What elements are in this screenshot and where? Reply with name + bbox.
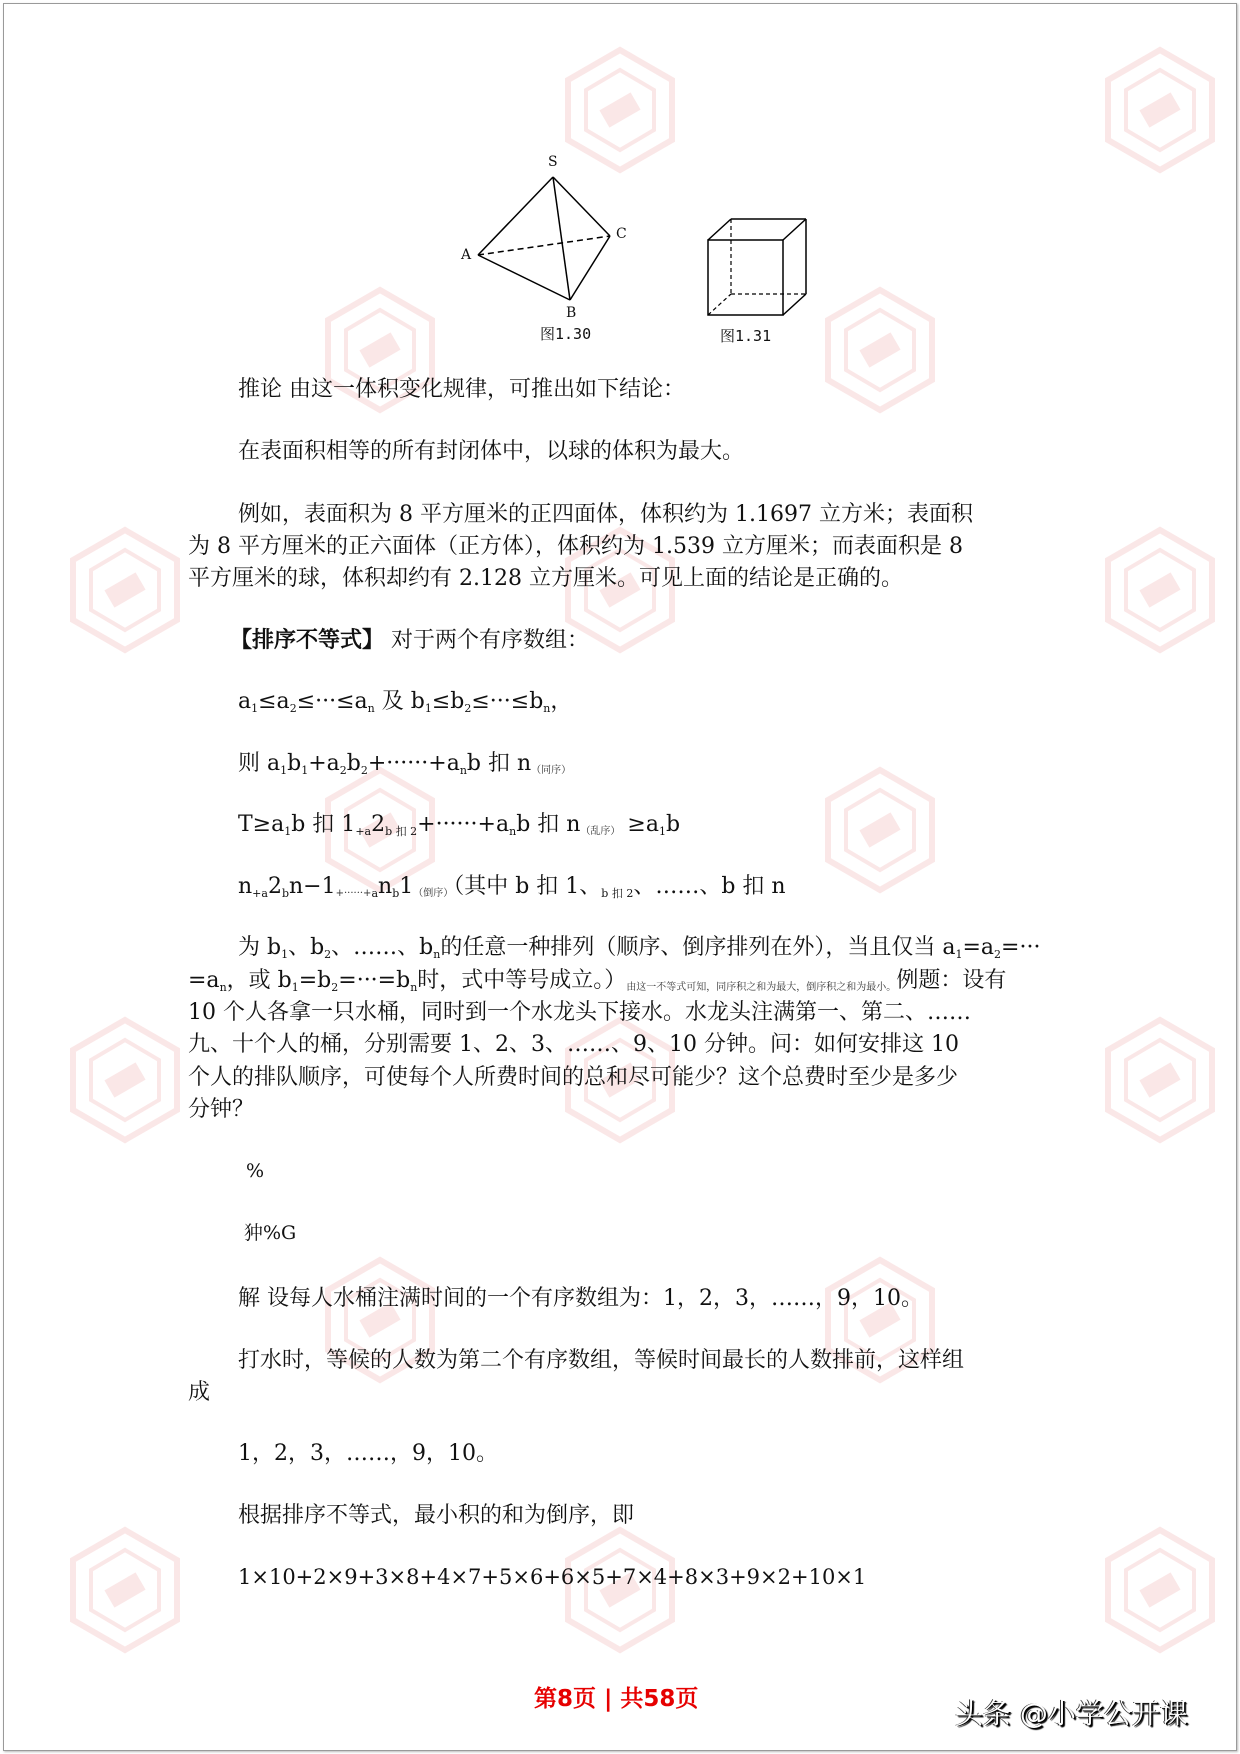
formula-text: ≥a	[620, 812, 659, 837]
watermark-hexagon-icon	[1100, 1525, 1220, 1655]
formula-text: =···=b	[338, 968, 411, 993]
paragraph: 个人的排队顺序，可使每个人所费时间的总和尽可能少？这个总费时至少是多少	[188, 1065, 959, 1090]
paragraph: 成	[188, 1380, 211, 1405]
formula-line	[238, 933, 1040, 970]
formula-text: =b	[298, 968, 332, 993]
formula-text: 1	[399, 874, 414, 899]
subscript: n	[433, 948, 441, 961]
paragraph: 九、十个人的桶，分别需要 1、2、3、……、9、10 分钟。问：如何安排这 10	[188, 1032, 959, 1057]
formula-text: ≤a	[258, 689, 290, 714]
formula-text: ≤···≤a	[296, 689, 368, 714]
vertex-label-b: B	[566, 305, 577, 321]
formula-text: =···	[1001, 935, 1041, 960]
formula-line	[238, 749, 571, 786]
formula-line	[238, 872, 786, 909]
formula-text: +a	[308, 751, 340, 776]
page-number: 第8页 | 共58页	[534, 1686, 699, 1712]
formula-text: ，或 b	[226, 968, 292, 993]
section-heading	[230, 626, 589, 656]
formula-text: b 扣 n	[466, 751, 532, 776]
tetrahedron-figure	[440, 140, 660, 350]
formula-text: T≥a	[238, 812, 285, 837]
subscript: n	[410, 981, 418, 994]
paragraph: 分钟？	[188, 1097, 255, 1122]
formula-text: n	[378, 874, 393, 899]
example-label: 例题：设有	[896, 968, 1007, 993]
subscript: n	[509, 825, 517, 838]
formula-line	[238, 810, 680, 847]
formula-text: +······+a	[367, 751, 460, 776]
paragraph: 为 8 平方厘米的正六面体（正方体），体积约为 1.539 立方厘米；而表面积是 8	[188, 534, 963, 559]
subscript: 2	[464, 702, 472, 715]
figure-caption: 图1.30	[540, 325, 592, 343]
subscript: 2	[360, 764, 368, 777]
paragraph: 推论 由这一体积变化规律，可推出如下结论：	[238, 377, 685, 402]
formula-text: 2	[371, 812, 386, 837]
figure-caption: 图1.31	[720, 327, 772, 345]
formula-text: b	[287, 751, 302, 776]
annotation-text: （同序）	[531, 765, 572, 776]
vertex-label-a: A	[461, 247, 472, 263]
formula-text: 、……、b	[331, 935, 434, 960]
formula-text: b 扣 1	[291, 812, 356, 837]
subscript: 2	[994, 948, 1002, 961]
vertex-label-s: S	[548, 154, 558, 170]
formula-text: a	[238, 689, 252, 714]
watermark-hexagon-icon	[820, 765, 940, 895]
watermark-hexagon-icon	[1100, 1015, 1220, 1145]
formula-text: ≤···≤b	[471, 689, 544, 714]
formula-text: 、b	[288, 935, 325, 960]
annotation-text: +······+	[335, 888, 372, 899]
subscript: a	[371, 887, 379, 900]
vertex-label-c: C	[616, 226, 627, 242]
formula-text: b	[346, 751, 361, 776]
section-title: 【排序不等式】	[230, 628, 385, 653]
formula-text: n	[238, 874, 253, 899]
formula-text: ，	[550, 689, 573, 714]
formula-text: 及 b	[374, 689, 425, 714]
section-intro: 对于两个有序数组：	[384, 628, 590, 653]
subscript: 1	[251, 702, 259, 715]
subscript: 2	[339, 764, 347, 777]
subscript: n	[543, 702, 551, 715]
subscript: 1	[280, 764, 288, 777]
subscript: 1	[284, 825, 292, 838]
paragraph: 1，2，3，……，9，10。	[238, 1441, 498, 1466]
formula-text: ≤b	[431, 689, 465, 714]
paragraph: 例如，表面积为 8 平方厘米的正四面体，体积约为 1.1697 立方米；表面积	[238, 502, 973, 527]
annotation-text: （倒序）	[413, 888, 454, 899]
subscript: 1	[424, 702, 432, 715]
garbled-symbol: %	[246, 1160, 265, 1182]
subscript: n	[459, 764, 467, 777]
formula-text: 为 b	[238, 935, 282, 960]
watermark-hexagon-icon	[65, 1525, 185, 1655]
subscript: 2	[331, 981, 339, 994]
formula-text: 时，式中等号成立。）	[417, 968, 627, 993]
paragraph: 平方厘米的球，体积却约有 2.128 立方厘米。可见上面的结论是正确的。	[188, 566, 903, 591]
subscript: +a	[355, 825, 372, 838]
brand-watermark: 头条 @小学公开课	[955, 1697, 1188, 1730]
subscript: 1	[291, 981, 299, 994]
watermark-hexagon-icon	[1100, 45, 1220, 175]
subscript: 1	[301, 764, 309, 777]
formula-text: b 扣 n	[516, 812, 581, 837]
subscript: 2	[324, 948, 332, 961]
subscript: b	[392, 887, 400, 900]
formula-line: 1×10+2×9+3×8+4×7+5×6+6×5+7×4+8×3+9×2+10×1	[238, 1565, 867, 1589]
watermark-hexagon-icon	[65, 525, 185, 655]
subscript: n	[367, 702, 375, 715]
footnote-text: 由这一不等式可知，同序积之和为最大，倒序积之和为最小。	[626, 982, 897, 993]
paragraph: 在表面积相等的所有封闭体中，以球的体积为最大。	[238, 439, 745, 464]
subscript: b 扣 2	[601, 887, 634, 900]
subscript: 1	[281, 948, 289, 961]
subscript: 1	[658, 825, 666, 838]
paragraph: 解 设每人水桶注满时间的一个有序数组为：1，2，3，……，9，10。	[238, 1286, 923, 1311]
formula-text: b	[665, 812, 681, 837]
garbled-symbol: 狆%G	[244, 1222, 297, 1244]
formula-text: =a	[188, 968, 220, 993]
paragraph: 10 个人各拿一只水桶，同时到一个水龙头下接水。水龙头注满第一、第二、……	[188, 1000, 971, 1025]
formula-text: =a	[962, 935, 995, 960]
subscript: 1	[955, 948, 963, 961]
formula-text: n−1	[289, 874, 336, 899]
formula-text: （其中 b 扣 1、	[453, 874, 602, 899]
subscript: b	[281, 887, 289, 900]
formula-text: 则 a	[238, 751, 281, 776]
subscript: b 扣 2	[385, 825, 418, 838]
subscript: +a	[252, 887, 268, 900]
watermark-hexagon-icon	[65, 1015, 185, 1145]
formula-segment	[188, 968, 626, 993]
cube-figure	[700, 210, 820, 325]
paragraph: 根据排序不等式，最小积的和为倒序，即	[238, 1503, 635, 1528]
formula-text: 2	[267, 874, 282, 899]
formula-line	[238, 687, 572, 724]
annotation-text: （乱序）	[580, 826, 621, 837]
paragraph: 打水时，等候的人数为第二个有序数组，等候时间最长的人数排前，这样组	[238, 1348, 965, 1373]
watermark-hexagon-icon	[820, 285, 940, 415]
subscript: 2	[289, 702, 297, 715]
watermark-hexagon-icon	[1100, 525, 1220, 655]
formula-text: 、……、b 扣 n	[633, 874, 786, 899]
formula-text: 的任意一种排列（顺序、倒序排列在外），当且仅当 a	[440, 935, 956, 960]
formula-text: +······+a	[417, 812, 510, 837]
subscript: n	[219, 981, 227, 994]
